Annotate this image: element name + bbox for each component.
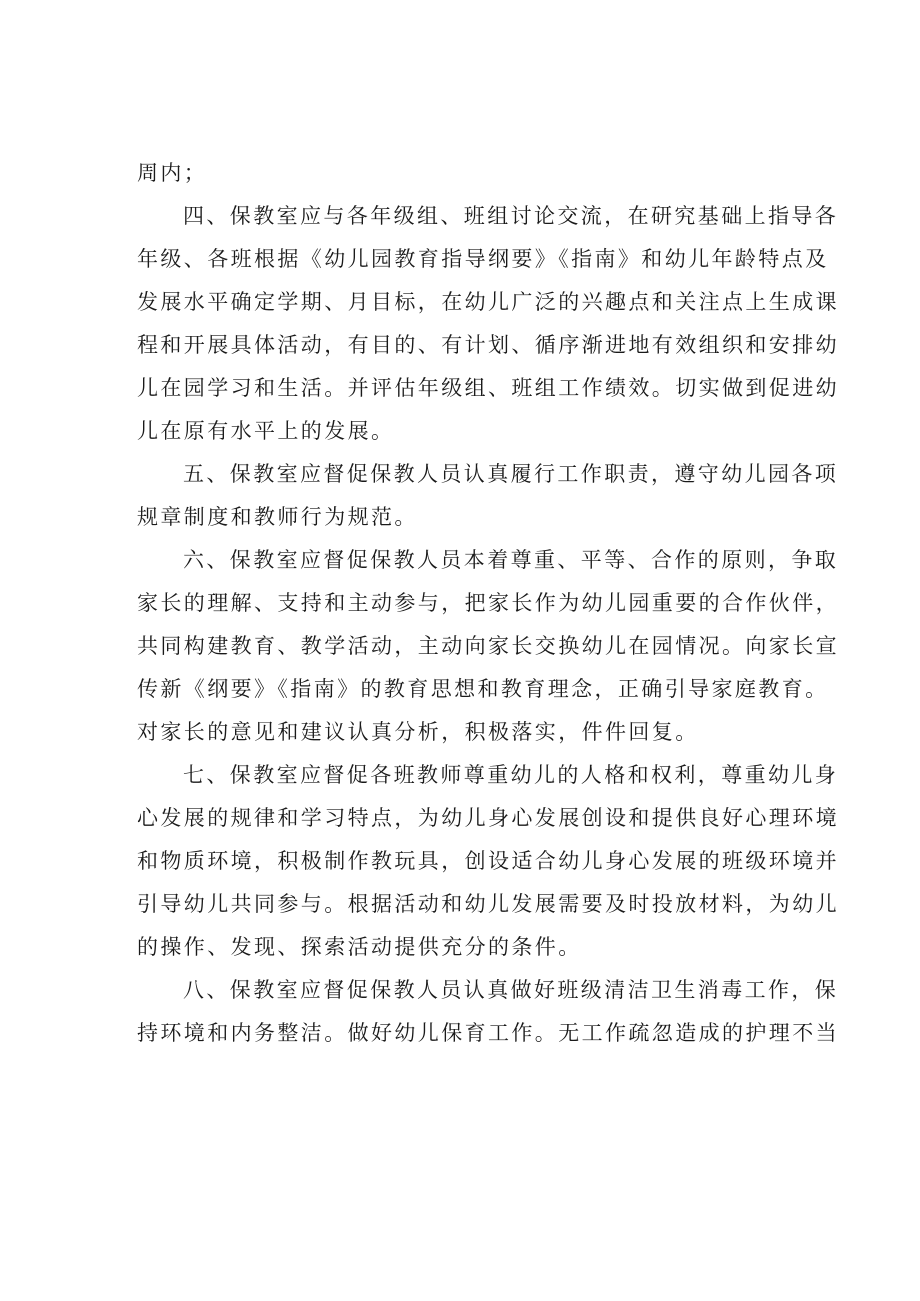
text-line: 七、保教室应督促各班教师尊重幼儿的人格和权利，尊重幼儿身 (183, 763, 839, 787)
text-line: 发展水平确定学期、月目标，在幼儿广泛的兴趣点和关注点上生成课 (137, 290, 839, 314)
text-line: 年级、各班根据《幼儿园教育指导纲要》《指南》和幼儿年龄特点及 (137, 247, 829, 271)
text-line: 家长的理解、支持和主动参与，把家长作为幼儿园重要的合作伙伴， (137, 591, 839, 615)
text-line: 六、保教室应督促保教人员本着尊重、平等、合作的原则，争取 (183, 548, 839, 572)
text-line: 五、保教室应督促保教人员认真履行工作职责，遵守幼儿园各项 (183, 462, 839, 486)
paragraph-continuation (137, 152, 787, 195)
paragraph-item-5 (137, 453, 839, 539)
document-body (137, 152, 839, 1055)
text-line: 传新《纲要》《指南》的教育思想和教育理念，正确引导家庭教育。 (137, 677, 829, 701)
text-line: 和物质环境，积极制作教玩具，创设适合幼儿身心发展的班级环境并 (137, 849, 839, 873)
text-line: 儿在园学习和生活。并评估年级组、班组工作绩效。切实做到促进幼 (137, 376, 839, 400)
paragraph-item-7 (137, 754, 839, 969)
text-line: 共同构建教育、教学活动，主动向家长交换幼儿在园情况。向家长宣 (137, 634, 839, 658)
paragraph-item-4 (137, 195, 839, 453)
text-line: 八、保教室应督促保教人员认真做好班级清洁卫生消毒工作，保 (183, 978, 839, 1002)
text-line: 程和开展具体活动，有目的、有计划、循序渐进地有效组织和安排幼 (137, 333, 839, 357)
text-line: 规章制度和教师行为规范。 (137, 505, 418, 529)
text-line: 持环境和内务整洁。做好幼儿保育工作。无工作疏忽造成的护理不当 (137, 1021, 839, 1045)
text-line: 对家长的意见和建议认真分析，积极落实，件件回复。 (137, 720, 699, 744)
text-line: 引导幼儿共同参与。根据活动和幼儿发展需要及时投放材料，为幼儿 (137, 892, 839, 916)
text-line: 的操作、发现、探索活动提供充分的条件。 (137, 935, 582, 959)
paragraph-item-8 (137, 969, 839, 1055)
paragraph-item-6 (137, 539, 839, 754)
text-line: 心发展的规律和学习特点，为幼儿身心发展创设和提供良好心理环境 (137, 806, 839, 830)
text-line: 周内； (137, 161, 208, 185)
text-line: 儿在原有水平上的发展。 (137, 419, 395, 443)
text-line: 四、保教室应与各年级组、班组讨论交流，在研究基础上指导各 (183, 204, 839, 228)
